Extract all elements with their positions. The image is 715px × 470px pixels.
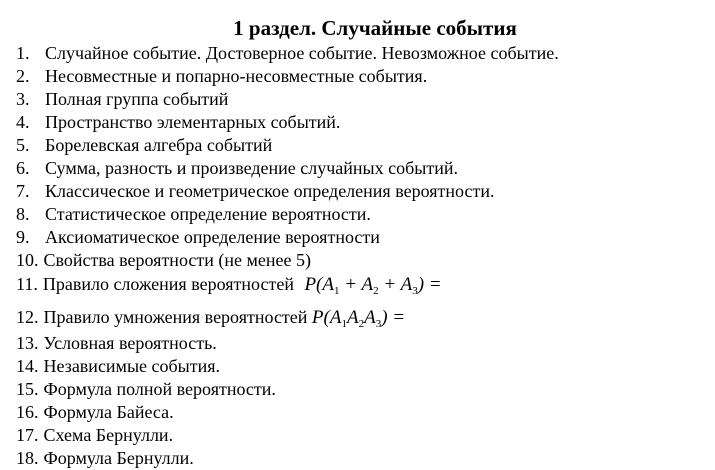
item-number: 2. [16, 66, 30, 86]
item-number: 14. [16, 356, 39, 376]
list-item [16, 249, 311, 271]
item-text: Пространство элементарных событий. [45, 112, 341, 132]
item-number: 3. [16, 89, 30, 109]
item-number: 11. [16, 274, 38, 294]
item-number: 6. [16, 158, 30, 178]
item-number: 9. [16, 227, 30, 247]
item-number: 15. [16, 379, 39, 399]
list-item [16, 157, 458, 179]
list-item [16, 447, 194, 469]
item-number: 13. [16, 333, 39, 353]
item-text: Полная группа событий [45, 89, 229, 109]
list-item [16, 306, 405, 329]
item-number: 7. [16, 181, 30, 201]
list-item [16, 378, 276, 400]
list-item [16, 65, 427, 87]
item-text: Несовместные и попарно-несовместные события. [45, 66, 428, 86]
item-text: Классическое и геометрическое определения вероятности. [45, 181, 495, 201]
item-text: Сумма, разность и произведение случайных событий. [45, 158, 459, 178]
item-text: Условная вероятность. [43, 333, 217, 353]
item-number: 17. [16, 425, 39, 445]
list-item [16, 203, 371, 225]
item-text: Формула Бернулли. [43, 448, 194, 468]
list-item [16, 424, 173, 446]
item-text: Борелевская алгебра событий [45, 135, 273, 155]
item-number: 12. [16, 307, 39, 327]
item-text: Случайное событие. Достоверное событие. Невозможное событие. [45, 43, 559, 63]
item-number: 8. [16, 204, 30, 224]
item-number: 5. [16, 135, 30, 155]
item-text: Независимые события. [43, 356, 221, 376]
item-number: 16. [16, 402, 39, 422]
item-text: Формула Байеса. [43, 402, 174, 422]
list-item [16, 355, 220, 377]
list-item [16, 180, 494, 202]
item-text: Правило сложения вероятностей [42, 274, 294, 294]
item-text: Формула полной вероятности. [43, 379, 276, 399]
item-number: 1. [16, 43, 30, 63]
list-item [16, 401, 174, 423]
section-title: 1 раздел. Случайные события [233, 16, 517, 40]
list-item [16, 273, 442, 296]
item-number: 4. [16, 112, 30, 132]
item-text: Правило умножения вероятностей [43, 307, 308, 327]
item-text: Свойства вероятности (не менее 5) [43, 250, 311, 270]
item-number: 10. [16, 250, 39, 270]
list-item [16, 111, 340, 133]
item-text: Аксиоматическое определение вероятности [45, 227, 380, 247]
list-item [16, 42, 559, 64]
list-item [16, 88, 228, 110]
item-number: 18. [16, 448, 39, 468]
addition-formula: $P(A_1 + A_2 + A_3)$ = [304, 274, 442, 297]
list-item [16, 134, 272, 156]
multiplication-formula: $P(A_1A_2A_3)$ = [311, 307, 406, 330]
item-text: Статистическое определение вероятности. [45, 204, 371, 224]
item-text: Схема Бернулли. [43, 425, 174, 445]
list-item [16, 332, 217, 354]
list-item [16, 226, 380, 248]
